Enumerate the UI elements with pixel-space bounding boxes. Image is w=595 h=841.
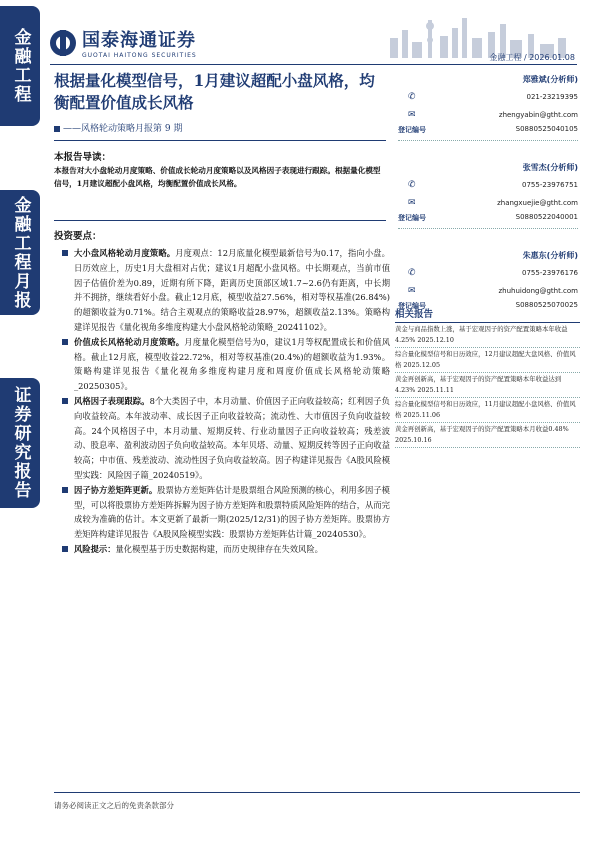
footer-divider — [54, 792, 580, 793]
header-divider — [50, 64, 577, 65]
investment-point — [62, 483, 390, 542]
investment-heading: 投资要点： — [54, 231, 102, 242]
skyline-watermark-icon — [380, 8, 580, 58]
bullet-square-icon — [54, 126, 60, 132]
related-heading: 相关报告 — [395, 306, 580, 323]
related-report-link[interactable]: 黄金再创新高，基于宏观因子的资产配置策略本年收益达到4.23% 2025.11.11 — [395, 373, 580, 398]
report-title: 根据量化模型信号，1月建议超配小盘风格，均衡配置价值成长风格 — [54, 71, 375, 112]
analyst-email[interactable]: zhuhuidong@gtht.com — [498, 287, 578, 295]
guide-text: 本报告对大小盘轮动月度策略、价值成长轮动月度策略以及风格因子表现进行跟踪。根据量化模型信号，1月建议超配小盘风格，均衡配置价值成长风格。 — [54, 166, 381, 188]
registration-label: 登记编号 — [398, 302, 426, 310]
sidebar-tab-securities-research: 证券研究报告 — [0, 378, 40, 508]
point-text: 量化模型基于历史数据构建，而历史规律存在失效风险。 — [115, 543, 323, 554]
investment-point — [62, 542, 390, 557]
point-text: 8个大类因子中，本月动量、价值因子正向收益较高；红利因子负向收益较高。本年波动率、成长因子正向收益较高；流动性、大市值因子负向收益较高。24个风格因子中，本月动量、短期反转、行业动量因子正向收益较高；残差波动、股息率、盈利波动因子负向收益较高。本年贝塔、动量、短期反转等因子正向收益较高；中市值、残差波动、流动性因子负向收益较高。因子构建详见报告《A股风险模型实践：风险因子篇_20240519》。 — [74, 395, 390, 480]
analyst-panel — [398, 70, 578, 334]
registration-label: 登记编号 — [398, 126, 426, 134]
email-icon: ✉ — [408, 110, 416, 120]
investment-points — [62, 246, 390, 557]
related-report-link[interactable]: 综合量化模型信号和日历效应，11月建议超配小盘风格、价值风格 2025.11.06 — [395, 398, 580, 423]
related-reports — [395, 306, 580, 448]
sidebar-tab-financial-engineering: 金融工程 — [0, 6, 40, 126]
point-text: 月度观点：12月底量化模型最新信号为0.17，指向小盘。日历效应上，历史1月大盘相对占优；建议1月超配小盘风格。中长期观点，当前市值因子估值价差为0.89，近期有所下降，距离历史顶部区域1.7~2.6仍有距离，中长期并不拥挤，继续看好小盘。截止12月底，模型收益27.56%，相对等权基准(26.84%)的超额收益为0.71%。结合主观观点的策略收益28.97%，超额收益2.13%。策略构建详见报告《量化视角多维度构建大小盘风格轮动策略_20241102》。 — [74, 248, 390, 332]
analyst-card — [398, 158, 578, 246]
analyst-card — [398, 70, 578, 158]
investment-point — [62, 246, 390, 335]
analyst-email[interactable]: zhengyabin@gtht.com — [498, 111, 578, 119]
sidebar — [0, 0, 40, 841]
section-divider — [54, 220, 386, 221]
analyst-registration: S0880522040001 — [515, 213, 578, 221]
point-lead: 价值成长风格轮动月度策略。 — [74, 336, 185, 347]
disclaimer-note: 请务必阅读正文之后的免责条款部分 — [54, 801, 174, 810]
analyst-divider — [398, 228, 578, 229]
point-text: 股票协方差矩阵估计是股票组合风险预测的核心，利用多因子模型，可以将股票协方差矩阵拆解为因子协方差矩阵和股票特质风险矩阵的结合，从而完成较为准确的估计。本文更新了最新一期(2025/12/31)的因子协方差矩阵。股票协方差矩阵构建详见报告《A股风险模型实践：股票协方差矩阵估计篇_20240530》。 — [74, 484, 390, 540]
point-lead: 因子协方差矩阵更新。 — [74, 484, 158, 495]
section-divider — [54, 140, 386, 141]
point-text: 月度量化模型信号为0，建议1月等权配置成长和价值风格。截止12月底，模型收益22.72%，相对等权基准(20.4%)的超额收益为1.93%。策略构建详见报告《量化视角多维度构建月度和周度价值成长风格轮动策略_20250305》。 — [74, 336, 390, 392]
investment-point — [62, 335, 390, 394]
related-report-link[interactable]: 黄金再创新高，基于宏观因子的资产配置策略本月收益0.48% 2025.10.16 — [395, 423, 580, 448]
phone-icon: ✆ — [408, 180, 416, 190]
guide-heading: 本报告导读： — [54, 152, 112, 163]
logo-name-cn: 国泰海通证券 — [82, 30, 196, 51]
registration-label: 登记编号 — [398, 214, 426, 222]
company-logo — [50, 26, 197, 59]
analyst-registration: S0880525070025 — [515, 301, 578, 309]
analyst-email[interactable]: zhangxuejie@gtht.com — [497, 199, 578, 207]
phone-icon: ✆ — [408, 92, 416, 102]
related-report-link[interactable]: 综合量化模型信号和日历效应，12月建议超配大盘风格、价值风格 2025.12.05 — [395, 348, 580, 373]
logo-mark-icon — [50, 30, 76, 56]
analyst-name: 朱惠东(分析师) — [522, 251, 578, 260]
analyst-phone: 021-23219395 — [526, 93, 578, 101]
investment-point — [62, 394, 390, 483]
phone-icon: ✆ — [408, 268, 416, 278]
logo-name-en: GUOTAI HAITONG SECURITIES — [82, 52, 197, 59]
email-icon: ✉ — [408, 286, 416, 296]
breadcrumb: 金融工程 / 2026.01.08 — [489, 53, 575, 62]
point-lead: 风险提示： — [74, 543, 116, 554]
analyst-name: 郑雅斌(分析师) — [522, 75, 578, 84]
analyst-name: 张雪杰(分析师) — [522, 163, 578, 172]
analyst-phone: 0755-23976751 — [522, 181, 578, 189]
point-lead: 大小盘风格轮动月度策略。 — [74, 248, 176, 258]
email-icon: ✉ — [408, 198, 416, 208]
point-lead: 风格因子表现跟踪。 — [74, 395, 150, 406]
report-subtitle — [54, 121, 182, 134]
analyst-phone: 0755-23976176 — [522, 269, 578, 277]
analyst-divider — [398, 140, 578, 141]
analyst-registration: S0880525040105 — [515, 125, 578, 133]
sidebar-tab-monthly-report: 金融工程月报 — [0, 190, 40, 315]
subtitle-text: ——风格轮动策略月报第 9 期 — [63, 124, 183, 134]
related-report-link[interactable]: 黄金与商品指数上涨，基于宏观因子的资产配置策略本年收益4.25% 2025.12.10 — [395, 323, 580, 348]
